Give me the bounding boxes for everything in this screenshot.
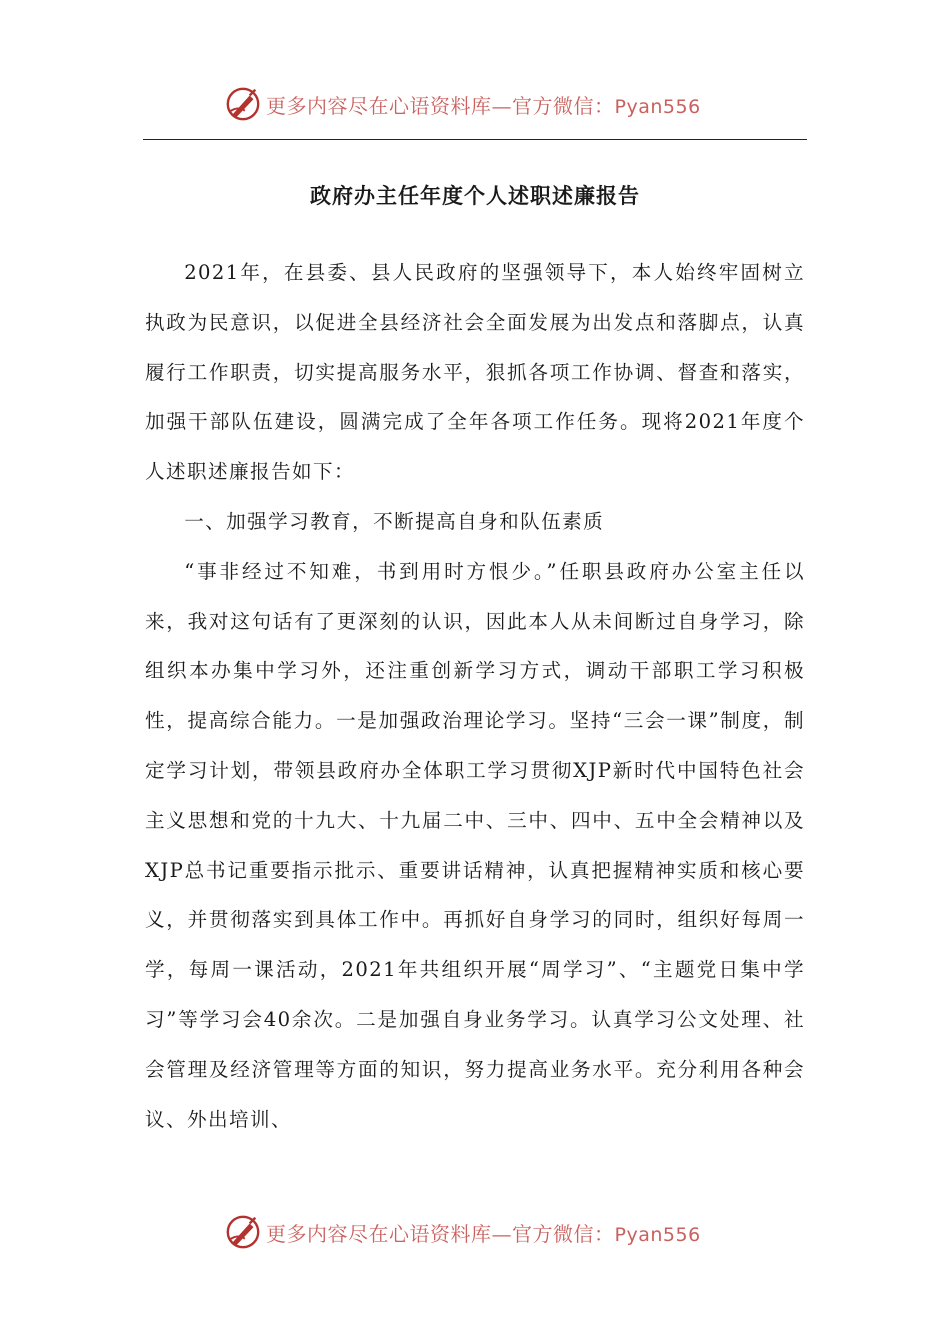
watermark-footer [224, 1212, 701, 1252]
header-divider [143, 139, 807, 140]
watermark-text: 更多内容尽在心语资料库—官方微信：Pyan556 [266, 1221, 701, 1246]
pen-logo-icon [224, 1213, 262, 1251]
document-body [145, 248, 805, 1144]
pen-logo-icon [224, 85, 262, 123]
watermark-header [224, 84, 701, 124]
page-title: 政府办主任年度个人述职述廉报告 [310, 183, 640, 208]
section-heading: 一、加强学习教育，不断提高自身和队伍素质 [184, 509, 605, 533]
paragraph-study: “事非经过不知难，书到用时方恨少。”任职县政府办公室主任以来，我对这句话有了更深刻的认识，因此本人从未间断过自身学习，除组织本办集中学习外，还注重创新学习方式，调动干部职工学习积极性，提高综合能力。一是加强政治理论学习。坚持“三会一课”制度，制定学习计划，带领县政府办全体职工学习贯彻XJP新时代中国特色社会主义思想和党的十九大、十九届二中、三中、四中、五中全会精神以及XJP总书记重要指示批示、重要讲话精神，认真把握精神实质和核心要义，并贯彻落实到具体工作中。再抓好自身学习的同时，组织好每周一学，每周一课活动，2021年共组织开展“周学习”、“主题党日集中学习”等学习会40余次。二是加强自身业务学习。认真学习公文处理、社会管理及经济管理等方面的知识，努力提高业务水平。充分利用各种会议、外出培训、 [145, 559, 805, 1131]
watermark-text: 更多内容尽在心语资料库—官方微信：Pyan556 [266, 93, 701, 118]
paragraph-intro: 2021年，在县委、县人民政府的坚强领导下，本人始终牢固树立执政为民意识，以促进全县经济社会全面发展为出发点和落脚点，认真履行工作职责，切实提高服务水平，狠抓各项工作协调、督查和落实，加强干部队伍建设，圆满完成了全年各项工作任务。现将2021年度个人述职述廉报告如下： [145, 261, 805, 484]
